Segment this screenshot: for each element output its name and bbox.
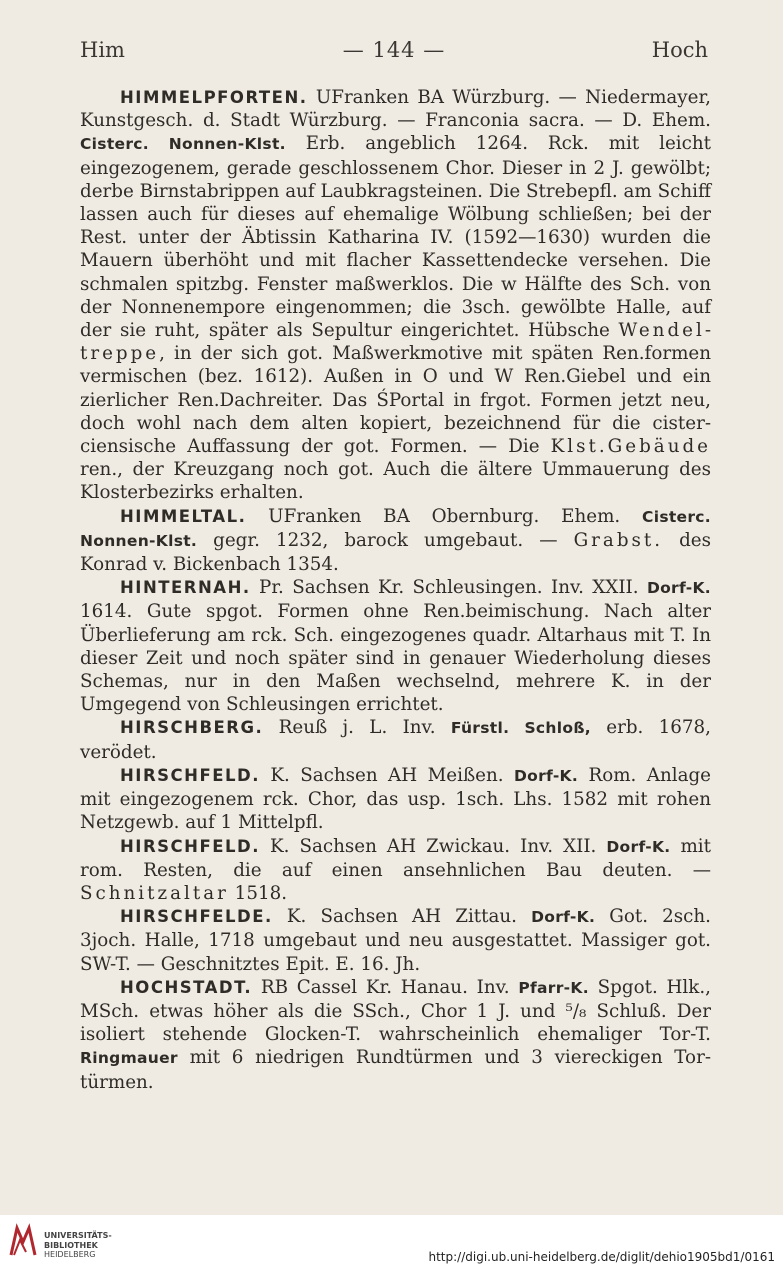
entry-text: gegr. 1232, barock umgebaut. — (197, 529, 574, 551)
page-number: — 144 — (342, 38, 446, 62)
entry-text: erb. 1678, verödet. (80, 717, 711, 763)
entry-text: Spgot. Hlk., MSch. etwas höher als die SSch., Chor 1 J. und ⁵/₈ Schluß. Der isoliert stehende Glocken-T. wahrscheinlich ehemaliger Tor-T. (80, 976, 711, 1046)
institution-line-1: UNIVERSITÄTS- (44, 1231, 112, 1240)
entry-text: des Konrad v. Bickenbach 1354. (80, 529, 712, 576)
spaced-term: Wendeltreppe (80, 320, 711, 365)
entry-text: K. Sachsen AH Meißen. (259, 764, 514, 786)
entry-text: Erb. angeblich 1264. Rck. mit leicht eingezogenem, gerade geschlossenem Chor. Dieser in 2 J. gewölbt; derbe Birnstabrippen auf Laubkragsteinen. Die Strebepfl. am Schiff lassen auch für dieses auf ehemalige Wölbung schließen; bei der Rest. unter der Äbtissin Katharina IV. (1592—1630) wurden die Mauern überhöht und mit flacher Kassettendecke versehen. Die schmalen spitzbg. Fenster maßwerklos. Die w Hälfte des Sch. von der Nonnenempore eingenommen; die 3sch. gewölbte Halle, auf der sie ruht, später als Sepultur eingerichtet. Hübsche (80, 133, 711, 342)
building-type: Dorf-K. (513, 766, 579, 785)
header-right-keyword: Hoch (651, 38, 708, 62)
entry-text: Reuß j. L. Inv. (263, 717, 451, 739)
entry-text: RB Cassel Kr. Hanau. Inv. (252, 976, 519, 998)
entry-headword: HIMMELTAL. (120, 506, 247, 526)
entry (80, 905, 711, 976)
building-type: Fürstl. Schloß, (450, 719, 591, 738)
entry-text: UFranken BA Würzburg. — Niedermayer, Kunstgesch. d. Stadt Würzburg. — Franconia sacra. — D. Ehem. (80, 87, 711, 132)
entry-headword: HIRSCHBERG. (120, 718, 264, 738)
building-type: Dorf-K. (646, 579, 711, 598)
entry (80, 835, 711, 906)
building-type: Cisterc. Nonnen-Klst. (80, 507, 711, 550)
entry-text: K. Sachsen AH Zwickau. Inv. XII. (259, 835, 607, 857)
entry-text: Got. 2sch. 3joch. Halle, 1718 umgebaut und neu ausgestattet. Massiger got. SW-T. — Geschnitztes Epit. E. 16. Jh. (80, 906, 711, 975)
entry-headword: HIRSCHFELDE. (120, 907, 273, 927)
entry-headword: HIRSCHFELD. (120, 765, 260, 785)
entry (80, 976, 711, 1094)
entry-headword: HIMMELPFORTEN. (120, 88, 308, 107)
building-type: Ringmauer (80, 1049, 178, 1068)
entry-headword: HOCHSTADT. (120, 977, 253, 997)
entry-headword: HIRSCHFELD. (120, 836, 260, 856)
institution-name (44, 1231, 112, 1260)
entry-text: UFranken BA Obernburg. Ehem. (246, 505, 643, 527)
building-type: Dorf-K. (606, 837, 671, 856)
entry-text: 1614. Gute spgot. Formen ohne Ren.beimischung. Nach alter Überlieferung am rck. Sch. eingezogenes quadr. Altarhaus mit T. In dieser Zeit und noch später sind in genauer Wiederholung dieses Schemas, nur in den Maßen wechselnd, mehrere K. in der Umgegend von Schleusingen errichtet. (80, 601, 711, 716)
header-left-keyword: Him (80, 38, 125, 62)
entry (80, 505, 711, 577)
entry-text: , in der sich got. Maßwerkmotive mit späten Ren.formen vermischen (bez. 1612). Außen in O und W Ren.Giebel und ein zierlicher Ren.Dachreiter. Das ŚPortal in frgot. Formen jetzt neu, doch wohl nach dem alten kopiert, bezeichnend für die cisterciensische Auffassung der got. Formen. — Die (80, 343, 711, 458)
entry-text: K. Sachsen AH Zittau. (272, 906, 532, 928)
entry-text: Pr. Sachsen Kr. Schleusingen. Inv. XXII. (250, 577, 647, 599)
institution-line-2: BIBLIOTHEK (44, 1240, 98, 1250)
page-body (80, 86, 711, 1094)
entry-text: 1518. (228, 882, 288, 904)
spaced-term: Klst.Gebäude (550, 436, 711, 458)
entry-text: mit 6 niedrigen Rundtürmen und 3 viereckigen Tortürmen. (80, 1047, 711, 1093)
entry-text: mit rom. Resten, die auf einen ansehnlichen Bau deuten. — (80, 835, 712, 881)
building-type: Pfarr-K. (518, 978, 589, 997)
entry-text: Rom. Anlage mit eingezogenem rck. Chor, das usp. 1sch. Lhs. 1582 mit rohen Netzgewb. auf 1 Mittelpfl. (80, 764, 711, 834)
building-type: Dorf-K. (531, 908, 596, 927)
entry (80, 716, 711, 763)
spaced-term: Schnitzaltar (80, 882, 229, 904)
library-logo-icon (8, 1222, 38, 1258)
running-header (80, 38, 708, 68)
entry-headword: HINTERNAH. (120, 578, 251, 598)
entry (80, 86, 711, 505)
entry (80, 764, 711, 835)
entry-text: ren., der Kreuzgang noch got. Auch die ältere Ummauerung des Klosterbezirks erhalten. (80, 459, 711, 504)
institution-line-3: HEIDELBERG (44, 1250, 96, 1259)
entry (80, 576, 711, 716)
spaced-term: Grabst. (573, 529, 664, 551)
building-type: Cisterc. Nonnen-Klst. (80, 135, 286, 154)
source-url-link[interactable]: http://digi.ub.uni-heidelberg.de/diglit/dehio1905bd1/0161 (428, 1250, 775, 1264)
